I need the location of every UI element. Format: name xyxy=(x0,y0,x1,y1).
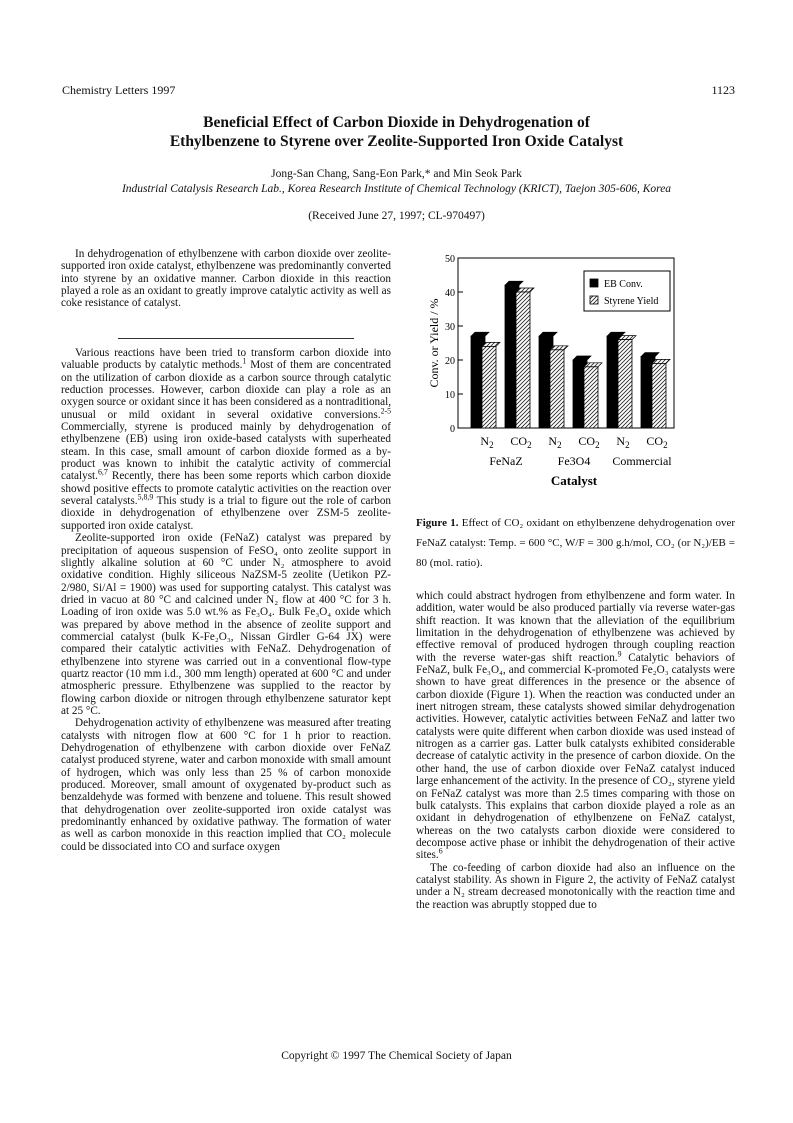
abstract xyxy=(61,248,391,310)
y-tick-label: 0 xyxy=(450,424,455,435)
stability-paragraph: The co-feeding of carbon dioxide had also an influence on the catalyst stability. As shown in Figure 2, the activity of FeNaZ catalyst under a N₂ stream decreased monotonically with the reaction time and the reaction was abruptly stopped due to xyxy=(416,861,735,911)
figure-1-chart xyxy=(416,245,736,500)
group-label: Commercial xyxy=(612,454,672,468)
x-tick-label: $N_2$ xyxy=(548,434,562,450)
y-tick-label: 50 xyxy=(445,254,455,265)
x-tick-label: $CO_2$ xyxy=(510,434,532,450)
legend-label: EB Conv. xyxy=(604,279,643,290)
y-axis-title: Conv. or Yield / % xyxy=(427,298,441,388)
authors: Jong-San Chang, Sang-Eon Park,* and Min Seok Park xyxy=(271,168,522,180)
x-tick-label: $CO_2$ xyxy=(578,434,600,450)
bar-top-face xyxy=(539,332,557,336)
bar-styrene-yield xyxy=(482,346,496,428)
figure-1-caption xyxy=(416,513,735,573)
copyright-footer: Copyright © 1997 The Chemical Society of Japan xyxy=(281,1050,512,1062)
abstract-text: In dehydrogenation of ethylbenzene with carbon dioxide over zeolite-supported iron oxide catalyst, ethylbenzene was predominantly converted into styrene by an oxidative manner. Carbon dioxide in this reaction played a role as an oxidant to greatly improve catalytic activity as well as coke resistance of catalyst. xyxy=(61,248,391,310)
paper-title xyxy=(60,113,733,151)
bar-styrene-yield xyxy=(652,363,666,428)
legend-label: Styrene Yield xyxy=(604,296,659,307)
journal-name: Chemistry Letters 1997 xyxy=(62,83,176,97)
intro-paragraph: Various reactions have been tried to transform carbon dioxide into valuable products by catalytic methods.$^1$ Most of them are concentrated on the utilization of carbon dioxide as a carbon source through catalytic reduction processes. However, carbon dioxide can play a role as an oxygen source or oxidant since it has been considered as a nontraditional, unusual or mild oxidant in several oxidative conversions.$^{2-5}$ Commercially, styrene is produced mainly by dehydrogenation of ethylbenzene (EB) using iron oxide-based catalysts with superheated steam. In this case, small amount of carbon dioxide formed as a by-product was known to inhibit the catalytic activity of commercial catalyst.$^{6,7}$ Recently, there has been some reports which carbon dioxide showd positive effects to promote catalytic activities on the reaction over several catalysts.$^{5,8,9}$ This study is a trial to figure out the role of carbon dioxide in dehydrogenation of ethylbenzene over ZSM-5 zeolite-supported iron oxide catalyst. xyxy=(61,347,392,532)
y-tick-label: 30 xyxy=(445,322,455,333)
page-number: 1123 xyxy=(711,83,735,97)
methods-paragraph: Zeolite-supported iron oxide (FeNaZ) catalyst was prepared by precipitation of aqueous suspension of FeSO₄ onto zeolite support in slightly alkaline solution at 60 °C under N₂ atmosphere to avoid oxidative condition. Highly siliceous NaZSM-5 zeolite (Uetikon PZ-2/980, Si/Al = 1900) was used for supporting catalyst. This catalyst was dried in vacuo at 80 °C and calcined under N₂ flow at 400 °C for 3 h. Loading of iron oxide was 5.0 wt.% as Fe₃O₄. Bulk Fe₃O₄ oxide which was prepared by above method in the absence of zeolite support and commercial catalyst (bulk K-Fe₂O₃, Nissan Girdler G-64 JX) were compared their catalytic activities with FeNaZ. Dehydrogenation of ethylbenzene into styrene was carried out in a conventional flow-type quartz reactor (10 mm i.d., 300 mm length) operated at 600 °C and under atmospheric pressure. Ethylbenzene was supplied to the reactor by flowing carbon dioxide or nitrogen through ethylbenzene saturator kept at 25 °C. xyxy=(61,532,391,717)
legend-swatch-eb xyxy=(590,279,598,287)
legend-swatch-styrene xyxy=(590,296,598,304)
figure-caption-text: Effect of CO₂ oxidant on ethylbenzene dehydrogenation over FeNaZ catalyst: Temp. = 600 °C, W/F = 300 g.h/mol, CO₂ (or N₂)/EB = 80 (mol. ratio). xyxy=(416,517,736,569)
affiliation: Industrial Catalysis Research Lab., Korea Research Institute of Chemical Technology (KRICT), Taejon 305-606, Korea xyxy=(121,183,672,195)
group-label: FeNaZ xyxy=(489,454,523,468)
abstract-divider xyxy=(118,338,354,339)
left-column-body xyxy=(61,347,391,853)
results-paragraph: Dehydrogenation activity of ethylbenzene was measured after treating catalysts with nitrogen flow at 600 °C for 1 h prior to reaction. Dehydrogenation of ethylbenzene with carbon dioxide over FeNaZ catalyst produced styrene, water and carbon monoxide with small amount of hydrogen, which was only less than 25 % of carbon monoxide produced. Moreover, small amount of oxygenated by-product such as benzaldehyde was formed with benzene and toluene. This result showed that dehydrogenation over zeolite-supported iron oxide catalyst was predominantly enhanced by oxidative pathway. The formation of water as well as carbon monoxide in this reaction implied that CO₂ molecule could be dissociated into CO and surface oxygen xyxy=(61,717,391,853)
y-tick-label: 20 xyxy=(445,356,455,367)
bar-top-face xyxy=(573,356,591,360)
title-line-2: Ethylbenzene to Styrene over Zeolite-Supported Iron Oxide Catalyst xyxy=(169,133,624,150)
group-label: Fe3O4 xyxy=(557,454,591,468)
discussion-paragraph: which could abstract hydrogen from ethylbenzene and form water. In addition, water would be also produced partially via reverse water-gas shift reaction. It was known that the alleviation of the equilibrium limitation in the dehydrogenation of ethylbenzene was achieved by effective removal of produced hydrogen through coupling reaction with the reverse water-gas shift reaction.$^9$ Catalytic behaviors of FeNaZ, bulk Fe₃O₄, and commercial K-promoted Fe₂O₃ catalysts were shown to have great differences in the presence or the absence of carbon dioxide (Figure 1). When the reaction was conducted under an inert nitrogen stream, these catalysts showed similar dehydrogenation activities. However, catalytic activities between FeNaZ and latter two catalysts were quite different when carbon dioxide was used instead of nitrogen as a carrier gas. Latter bulk catalysts exhibited considerable decrease of catalytic activity in the presence of carbon dioxide. On the other hand, the use of carbon dioxide over FeNaZ catalyst induced large enhancement of the activity. In the presence of CO₂, styrene yield on FeNaZ catalyst was more than 2.5 times comparing with those on bulk catalysts. This explains that carbon dioxide played a role as an oxidant in dehydrogenation of ethylbenzene on FeNaZ catalyst, whereas on the two catalysts carbon dioxide were considered to decompose active phase or inhibit the dehydrogenation of their active sites.$^6$ xyxy=(416,590,735,862)
y-tick-label: 40 xyxy=(445,288,455,299)
bar-styrene-yield xyxy=(550,350,564,428)
y-tick-label: 10 xyxy=(445,390,455,401)
x-tick-label: $N_2$ xyxy=(616,434,630,450)
bar-styrene-yield xyxy=(516,292,530,428)
bar-top-face xyxy=(471,332,489,336)
x-axis-title: Catalyst xyxy=(550,473,598,488)
x-tick-label: $N_2$ xyxy=(480,434,494,450)
received-date: (Received June 27, 1997; CL-970497) xyxy=(308,210,485,222)
x-tick-label: $CO_2$ xyxy=(646,434,668,450)
bar-styrene-yield xyxy=(618,340,632,428)
bar-top-face xyxy=(505,281,523,285)
figure-label: Figure 1. xyxy=(416,517,459,529)
right-column-body xyxy=(416,590,735,911)
bar-styrene-yield xyxy=(584,367,598,428)
title-line-1: Beneficial Effect of Carbon Dioxide in Dehydrogenation of xyxy=(203,114,590,131)
bar-top-face xyxy=(641,353,659,357)
